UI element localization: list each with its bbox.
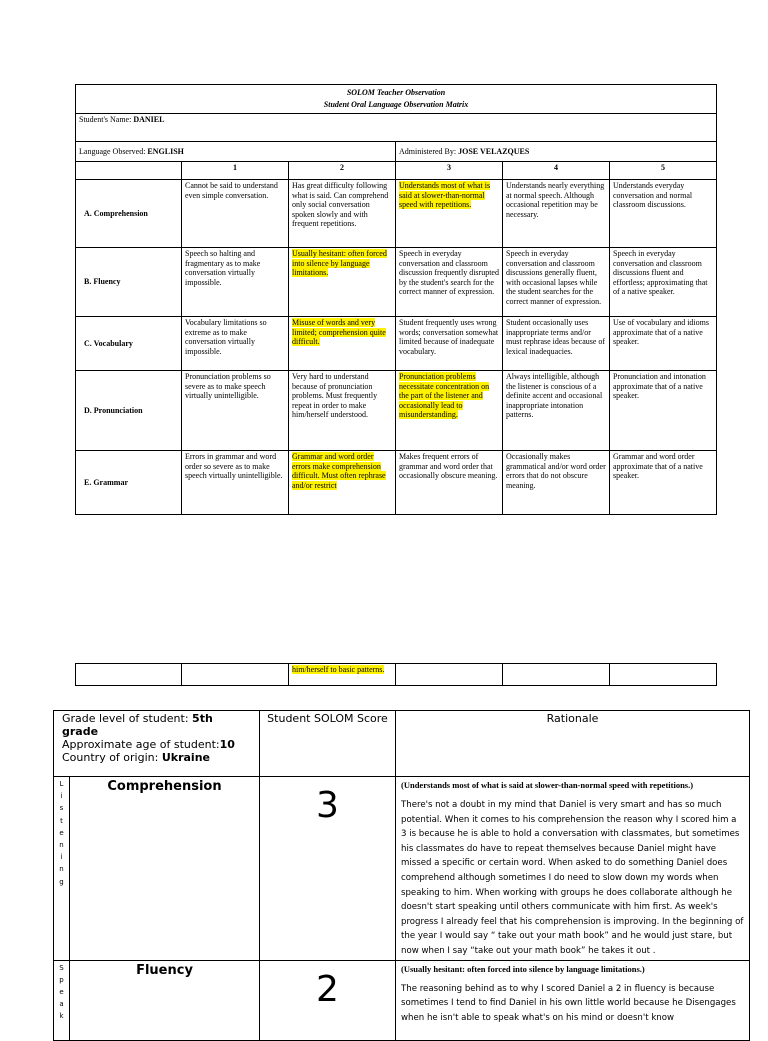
category-label: Fluency xyxy=(70,960,260,1040)
matrix-cell-text: Pronunciation problems so severe as to make speech virtually unintelligible. xyxy=(185,372,271,401)
matrix-cell-text: Pronunciation and intonation approximate that of a native speaker. xyxy=(613,372,706,401)
matrix-body xyxy=(76,180,717,515)
matrix-cell-text: Has great difficulty following what is said. Can comprehend only social conversation spoken slowly and with frequent repetitions. xyxy=(292,181,389,229)
matrix-cell-text: Vocabulary limitations so extreme as to make conversation virtually impossible. xyxy=(185,318,267,356)
matrix-cell xyxy=(182,317,289,371)
side-letter: S xyxy=(59,963,64,972)
matrix-cell-text: Occasionally makes grammatical and/or word order errors that do not obscure meaning. xyxy=(506,452,606,490)
matrix-cell xyxy=(503,371,610,451)
score-value: 3 xyxy=(260,777,396,961)
matrix-cell xyxy=(503,317,610,371)
side-letter: e xyxy=(59,828,64,837)
matrix-cell-text: Very hard to understand because of pronunciation problems. Must frequently repeat in order to make him/herself understood. xyxy=(292,372,378,420)
rationale-table xyxy=(53,710,750,1041)
rationale-body xyxy=(54,777,750,1041)
side-letter: t xyxy=(60,816,63,825)
administered-cell xyxy=(396,142,717,162)
matrix-cell-text: Speech in everyday conversation and classroom discussion frequently disrupted by the student's search for the correct manner of expression. xyxy=(399,249,499,297)
continuation-cell-1 xyxy=(182,664,289,686)
continuation-cell-5 xyxy=(610,664,717,686)
matrix-cell-text: Always intelligible, although the listener is conscious of a definite accent and occasional inappropriate intonation patterns. xyxy=(506,372,603,420)
rationale-header-row xyxy=(54,711,750,777)
side-letter: L xyxy=(59,780,64,788)
matrix-cell xyxy=(182,371,289,451)
matrix-cell xyxy=(610,371,717,451)
side-letter: k xyxy=(59,1012,64,1021)
matrix-cell-text: Speech so halting and fragmentary as to make conversation virtually impossible. xyxy=(185,249,261,287)
score-value: 2 xyxy=(260,960,396,1040)
matrix-row-label: D. Pronunciation xyxy=(76,371,182,451)
matrix-row xyxy=(76,451,717,515)
matrix-cell-text: Misuse of words and very limited; comprehension quite difficult. xyxy=(292,318,386,347)
matrix-cell-text: Pronunciation problems necessitate concentration on the part of the listener and occasionally lead to misunderstanding. xyxy=(399,372,490,420)
column-header-2: 2 xyxy=(289,162,396,180)
country-label: Country of origin: xyxy=(62,751,159,764)
matrix-cell xyxy=(396,317,503,371)
matrix-cell xyxy=(610,317,717,371)
matrix-cell xyxy=(289,317,396,371)
column-header-4: 4 xyxy=(503,162,610,180)
matrix-cell xyxy=(503,451,610,515)
column-header-5: 5 xyxy=(610,162,717,180)
matrix-row-label: A. Comprehension xyxy=(76,180,182,248)
rationale-row xyxy=(54,960,750,1040)
rationale-cell xyxy=(396,777,750,961)
matrix-cell xyxy=(182,180,289,248)
side-letter: p xyxy=(59,975,64,984)
matrix-cell xyxy=(503,180,610,248)
side-letter: a xyxy=(59,1000,64,1009)
matrix-cell xyxy=(289,180,396,248)
age-label: Approximate age of student: xyxy=(62,738,220,751)
rationale-quote: (Usually hesitant: often forced into silence by language limitations.) xyxy=(401,963,645,974)
matrix-cell-text: Grammar and word order approximate that of a native speaker. xyxy=(613,452,703,481)
rationale-paragraph: The reasoning behind as to why I scored Daniel a 2 in fluency is because sometimes I tend to find Daniel in his own little world because he Disengages when he isn't able to speak what's on his mind or doesn't know xyxy=(401,983,736,1023)
corner-cell xyxy=(76,162,182,180)
matrix-title-cell xyxy=(76,85,717,114)
matrix-cell-text: Speech in everyday conversation and classroom discussions generally fluent, with occasional lapses while the student searches for the correct manner of expression. xyxy=(506,249,602,306)
side-letter: i xyxy=(60,792,63,801)
matrix-cell xyxy=(610,248,717,317)
matrix-row-label: C. Vocabulary xyxy=(76,317,182,371)
continuation-text: him/herself to basic patterns. xyxy=(292,665,385,674)
matrix-row xyxy=(76,180,717,248)
matrix-cell-text: Understands everyday conversation and normal classroom discussions. xyxy=(613,181,693,210)
rationale-paragraph: There's not a doubt in my mind that Daniel is very smart and has so much potential. When it comes to his comprehension the reason why I scored him a 3 is because he is able to hold a conversation with classmates, but sometimes his classmates do have to repeat themselves because Daniel might have missed a specific or certain word. When asked to do something Daniel does comprehend although sometimes I do need to slow down my words when speaking to him. When working with groups he does collaborate although he doesn't start speaking until others communicate with him first. As week's progress I already feel that his comprehension is improving. In the beginning of the year I would say “ take out your math book” and he would just stare, but now when I say “take out your math book” he takes it out . xyxy=(401,800,744,956)
matrix-cell-text: Errors in grammar and word order so severe as to make speech virtually unintelligible. xyxy=(185,452,283,481)
matrix-cell-text: Student occasionally uses inappropriate terms and/or must rephrase ideas because of lexical inadequacies. xyxy=(506,318,606,356)
matrix-continuation-table xyxy=(75,663,717,686)
matrix-cell xyxy=(182,451,289,515)
matrix-cell xyxy=(289,248,396,317)
matrix-row xyxy=(76,317,717,371)
score-header: Student SOLOM Score xyxy=(260,711,396,777)
matrix-cell xyxy=(182,248,289,317)
matrix-cell-text: Understands most of what is said at slower-than-normal speed with repetitions. xyxy=(399,181,491,210)
matrix-cell-text: Grammar and word order errors make comprehension difficult. Must often rephrase and/or restrict xyxy=(292,452,386,490)
column-number-row xyxy=(76,162,717,180)
column-header-1: 1 xyxy=(182,162,289,180)
matrix-subtitle: Student Oral Language Observation Matrix xyxy=(323,100,469,109)
continuation-cell-4 xyxy=(503,664,610,686)
rationale-header: Rationale xyxy=(396,711,750,777)
grade-value: 5th grade xyxy=(62,712,213,738)
side-label xyxy=(54,777,70,961)
rationale-row xyxy=(54,777,750,961)
matrix-cell xyxy=(396,371,503,451)
side-letter: e xyxy=(59,987,64,996)
matrix-cell xyxy=(289,451,396,515)
matrix-cell xyxy=(396,248,503,317)
side-letter: s xyxy=(59,804,64,813)
matrix-row-label: B. Fluency xyxy=(76,248,182,317)
country-value: Ukraine xyxy=(161,751,210,764)
continuation-cell-3 xyxy=(396,664,503,686)
student-name-cell xyxy=(76,114,717,142)
side-letter: g xyxy=(59,877,64,886)
matrix-cell-text: Makes frequent errors of grammar and word order that occasionally obscure meaning. xyxy=(399,452,498,481)
student-info-cell xyxy=(54,711,260,777)
matrix-row xyxy=(76,248,717,317)
age-value: 10 xyxy=(219,738,235,751)
side-letter: i xyxy=(60,853,63,862)
continuation-cell-label xyxy=(76,664,182,686)
rationale-cell xyxy=(396,960,750,1040)
matrix-cell-text: Use of vocabulary and idioms approximate that of a native speaker. xyxy=(613,318,709,347)
language-cell xyxy=(76,142,396,162)
matrix-row-label: E. Grammar xyxy=(76,451,182,515)
matrix-title: SOLOM Teacher Observation xyxy=(346,88,446,97)
grade-label: Grade level of student: xyxy=(62,712,189,725)
matrix-cell xyxy=(396,180,503,248)
matrix-cell-text: Speech in everyday conversation and classroom discussions fluent and effortless; approximating that of a native speaker. xyxy=(613,249,708,297)
administered-label: Administered By: xyxy=(399,146,457,156)
matrix-cell xyxy=(610,451,717,515)
matrix-cell-text: Student frequently uses wrong words; conversation somewhat limited because of inadequate vocabulary. xyxy=(399,318,499,356)
continuation-cell-2 xyxy=(289,664,396,686)
side-label xyxy=(54,960,70,1040)
solom-matrix-table xyxy=(75,84,717,515)
matrix-cell xyxy=(503,248,610,317)
language-value: ENGLISH xyxy=(147,146,184,156)
matrix-cell-text: Understands nearly everything at normal speech. Although occasional repetition may be necessary. xyxy=(506,181,605,219)
side-letter: n xyxy=(59,841,64,850)
matrix-cell xyxy=(289,371,396,451)
column-header-3: 3 xyxy=(396,162,503,180)
rationale-quote: (Understands most of what is said at slower-than-normal speed with repetitions.) xyxy=(401,780,694,790)
administered-value: JOSE VELAZQUES xyxy=(458,146,530,156)
matrix-row xyxy=(76,371,717,451)
matrix-cell xyxy=(396,451,503,515)
side-letter: n xyxy=(59,865,64,874)
matrix-cell xyxy=(610,180,717,248)
matrix-cell-text: Usually hesitant: often forced into silence by language limitations. xyxy=(292,249,387,278)
matrix-cell-text: Cannot be said to understand even simple conversation. xyxy=(185,181,278,200)
language-label: Language Observed: xyxy=(79,146,146,156)
category-label: Comprehension xyxy=(70,777,260,961)
continuation-row xyxy=(76,664,717,686)
student-name-value: DANIEL xyxy=(133,115,165,124)
student-name-label: Student's Name: xyxy=(79,115,132,124)
